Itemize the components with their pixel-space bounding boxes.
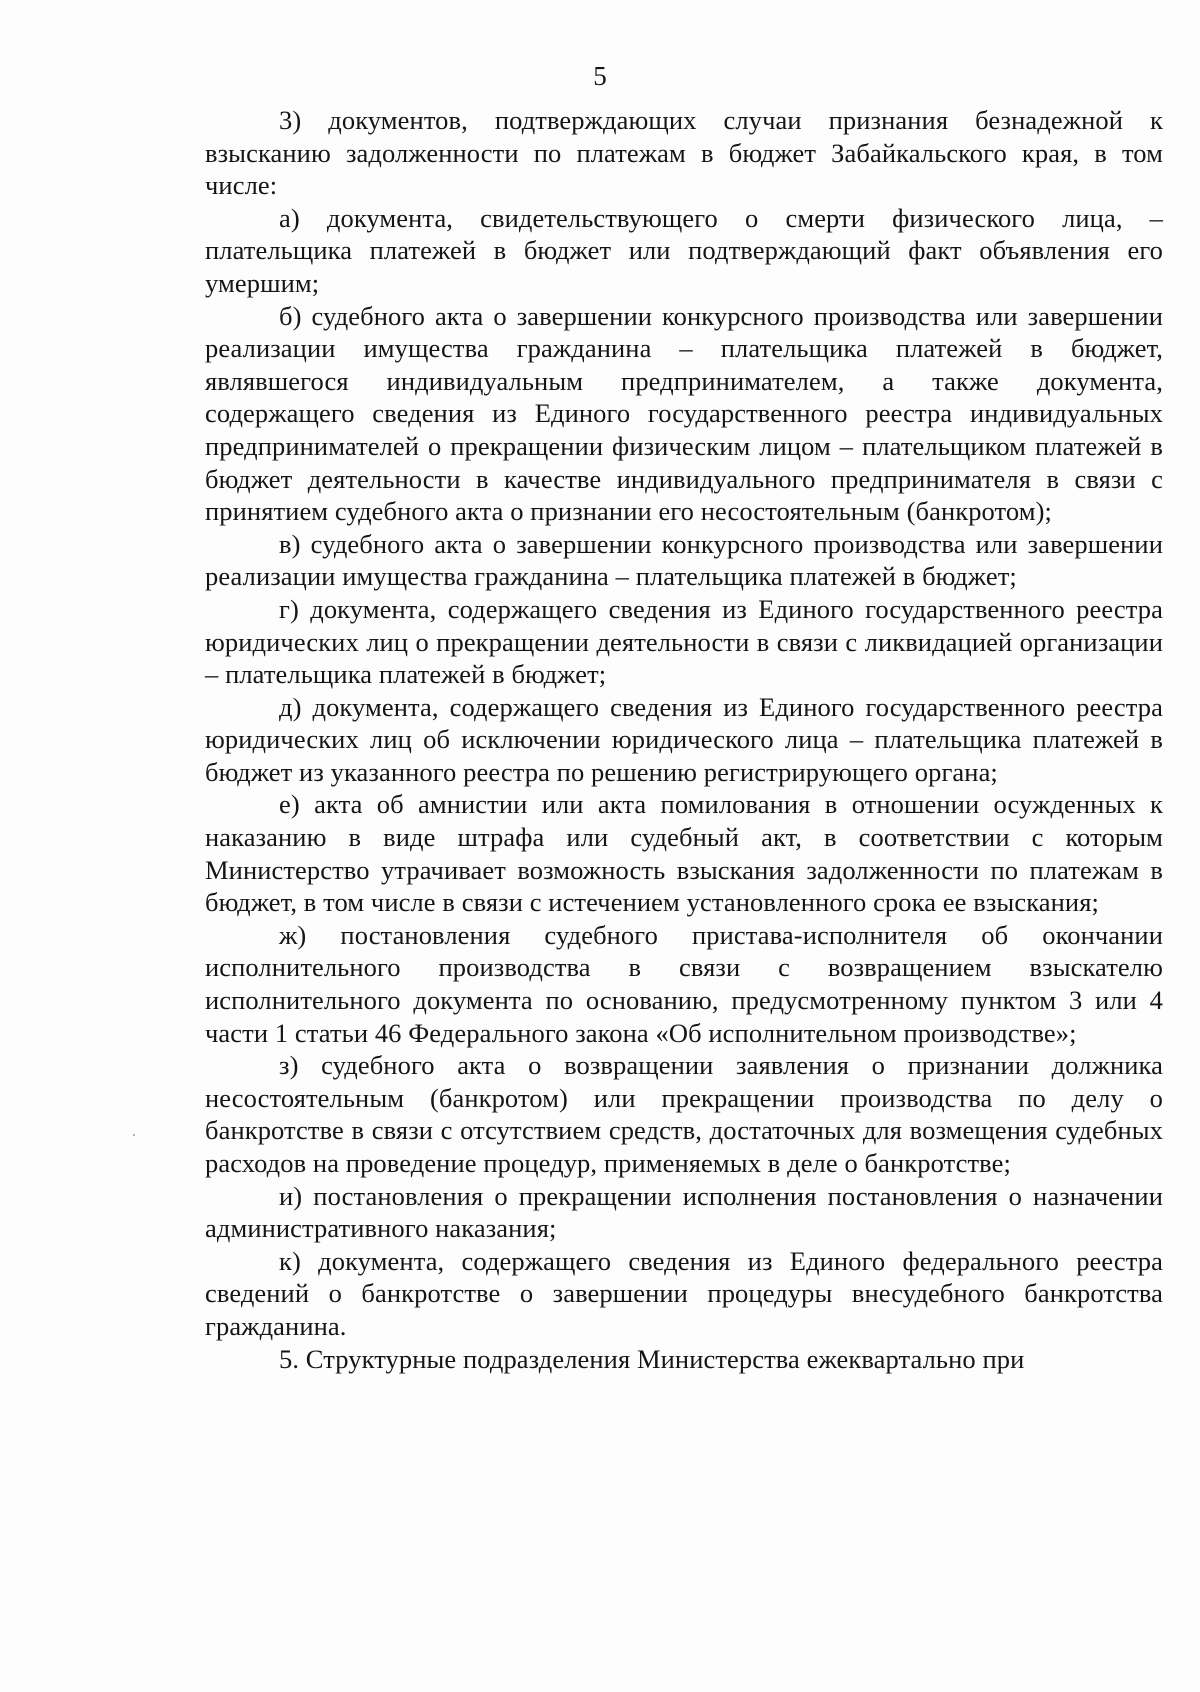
paragraph-item-3: 3) документов, подтверждающих случаи признания безнадежной к взысканию задолженности по платежам в бюджет Забайкальского края, в том числе: <box>205 105 1163 201</box>
paragraph-subitem-a: а) документа, свидетельствующего о смерти физического лица, – плательщика платежей в бюджет или подтверждающий факт объявления его умершим; <box>205 202 1163 298</box>
paragraph-item-5: 5. Структурные подразделения Министерства ежеквартально при <box>279 1343 1025 1374</box>
paragraph-subitem-v: в) судебного акта о завершении конкурсного производства или завершении реализации имущества гражданина – плательщика платежей в бюджет; <box>205 528 1163 592</box>
paragraph-subitem-i: и) постановления о прекращении исполнения постановления о назначении административного наказания; <box>205 1180 1163 1244</box>
paragraph-subitem-zh: ж) постановления судебного пристава-исполнителя об окончании исполнительного производства в связи с возвращением взыскателю исполнительного документа по основанию, предусмотренному пунктом 3 или 4 части 1 статьи 46 Федерального закона «Об исполнительном производстве»; <box>205 919 1163 1048</box>
paragraph-subitem-d: д) документа, содержащего сведения из Единого государственного реестра юридических лиц об исключении юридического лица – плательщика платежей в бюджет из указанного реестра по решению регистрирующего органа; <box>205 691 1163 787</box>
paragraph-subitem-z: з) судебного акта о возвращении заявления о признании должника несостоятельным (банкротом) или прекращении производства по делу о банкротстве в связи с отсутствием средств, достаточных для возмещения судебных расходов на проведение процедур, применяемых в деле о банкротстве; <box>205 1050 1163 1178</box>
scan-speck <box>133 1134 135 1136</box>
paragraph-subitem-k: к) документа, содержащего сведения из Единого федерального реестра сведений о банкротстве о завершении процедуры внесудебного банкротства гражданина. <box>205 1245 1163 1341</box>
page-number: 5 <box>593 61 607 91</box>
paragraph-subitem-e: е) акта об амнистии или акта помилования в отношении осужденных к наказанию в виде штрафа или судебный акт, в соответствии с которым Министерство утрачивает возможность взыскания задолженности по платежам в бюджет, в том числе в связи с истечением установленного срока ее взыскания; <box>205 789 1163 918</box>
document-body <box>205 104 1163 1375</box>
paragraph-subitem-b: б) судебного акта о завершении конкурсного производства или завершении реализации имущества гражданина – плательщика платежей в бюджет, являвшегося индивидуальным предпринимателем, а также документа, содержащего сведения из Единого государственного реестра индивидуальных предпринимателей о прекращении физическим лицом – плательщиком платежей в бюджет деятельности в качестве индивидуального предпринимателя в связи с принятием судебного акта о признании его несостоятельным (банкротом); <box>205 300 1163 527</box>
paragraph-subitem-g: г) документа, содержащего сведения из Единого государственного реестра юридических лиц о прекращении деятельности в связи с ликвидацией организации – плательщика платежей в бюджет; <box>205 593 1163 690</box>
